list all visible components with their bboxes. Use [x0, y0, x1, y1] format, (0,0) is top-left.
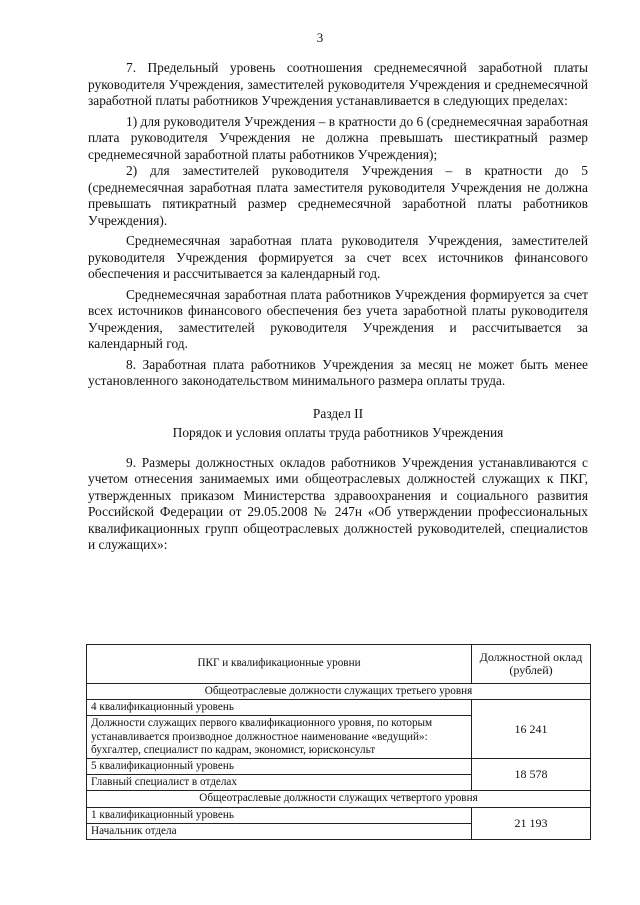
paragraph-7-worker-salary: Среднемесячная заработная плата работников Учреждения формируется за счет всех источников финансового обеспечения без учета заработной платы руководителя Учреждения, заместителей руководителя Учреждения и рассчитывается за календарный год. — [88, 286, 588, 351]
section-number: Раздел II — [312, 405, 364, 421]
salary-value: 16 241 — [472, 700, 591, 759]
salary-table — [86, 644, 591, 840]
document-body — [88, 60, 588, 558]
qualification-level: 1 квалификационный уровень — [87, 807, 472, 823]
positions: Должности служащих первого квалификационного уровня, по которым устанавливается производное должностное наименование «ведущий»: бухгалтер, специалист по кадрам, экономист, юрисконсульт — [87, 716, 472, 759]
paragraph-7: 7. Предельный уровень соотношения среднемесячной заработной платы руководителя Учреждения, заместителей руководителя Учреждения и среднемесячной заработной платы работников Учреждения устанавливается в следующих пределах: — [88, 60, 588, 108]
header-level: ПКГ и квалификационные уровни — [87, 645, 472, 684]
section-title: Порядок и условия оплаты труда работников Учреждения — [172, 425, 504, 440]
table-group-row — [87, 791, 591, 807]
group-third-level: Общеотраслевые должности служащих третьего уровня — [87, 684, 591, 700]
header-salary: Должностной оклад (рублей) — [472, 645, 591, 684]
salary-value: 18 578 — [472, 759, 591, 791]
page-number: 3 — [316, 30, 324, 45]
table-row — [87, 807, 591, 823]
group-fourth-level: Общеотраслевые должности служащих четвертого уровня — [87, 791, 591, 807]
table-group-row — [87, 684, 591, 700]
positions: Главный специалист в отделах — [87, 775, 472, 791]
table-row — [87, 700, 591, 716]
qualification-level: 5 квалификационный уровень — [87, 759, 472, 775]
positions: Начальник отдела — [87, 823, 472, 839]
salary-value: 21 193 — [472, 807, 591, 839]
paragraph-9: 9. Размеры должностных окладов работников Учреждения устанавливаются с учетом отнесения занимаемых ими общеотраслевых должностей служащих к ПКГ, утвержденных приказом Министерства здравоохранения и социального развития Российской Федерации от 29.05.2008 № 247н «Об утверждении профессиональных квалификационных групп общеотраслевых должностей руководителей, специалистов и служащих»: — [88, 454, 588, 552]
paragraph-7-head-salary: Среднемесячная заработная плата руководителя Учреждения, заместителей руководителя Учреждения формируется за счет всех источников финансового обеспечения и рассчитывается за календарный год. — [88, 233, 588, 281]
paragraph-7-item-2: 2) для заместителей руководителя Учреждения – в кратности до 5 (среднемесячная заработная плата заместителя руководителя Учреждения не должна превышать пятикратный размер среднемесячной заработной платы работников Учреждения). — [88, 163, 588, 228]
qualification-level: 4 квалификационный уровень — [87, 700, 472, 716]
paragraph-8: 8. Заработная плата работников Учреждения за месяц не может быть менее установленного законодательством минимального размера оплаты труда. — [88, 356, 588, 388]
table-header-row — [87, 645, 591, 684]
table-row — [87, 759, 591, 775]
paragraph-7-item-1: 1) для руководителя Учреждения – в кратности до 6 (среднемесячная заработная плата руководителя Учреждения не должна превышать шестикратный размер среднемесячной заработной платы работников Учреждения); — [88, 113, 588, 162]
